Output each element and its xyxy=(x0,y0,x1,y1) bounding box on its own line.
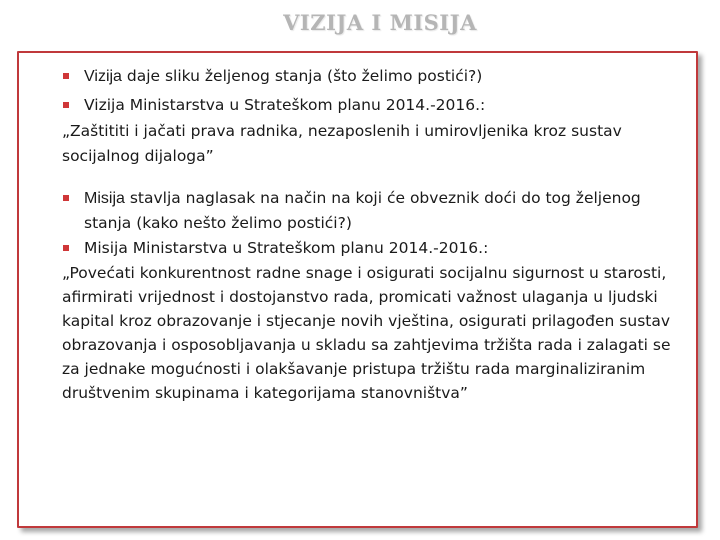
mission-quote-line: afirmirati vrijednost i dostojanstvo rada, promicati važnost ulaganja u ljudski xyxy=(62,288,658,306)
mission-quote-line: društvenim skupinama i kategorijama stanovništva” xyxy=(62,384,468,402)
slide-title: VIZIJA I MISIJA xyxy=(283,10,477,35)
mission-definition: stavlja naglasak na način na koji će obveznik doći do tog željenog xyxy=(124,189,641,207)
vision-definition: daje sliku željenog stanja (što želimo postići?) xyxy=(121,67,483,85)
mission-ministry-line: Misija Ministarstva u Strateškom planu 2014.-2016.: xyxy=(84,239,489,257)
mission-quote-line: „Povećati konkurentnost radne snage i osigurati socijalnu sigurnost u starosti, xyxy=(62,264,667,282)
mission-quote-line: obrazovanja i osposobljavanja u skladu sa zahtjevima tržišta rada i zalagati se xyxy=(62,336,671,354)
mission-definition-bullet xyxy=(62,186,702,211)
mission-ministry-bullet xyxy=(62,236,702,260)
square-bullet-icon xyxy=(63,102,69,108)
square-bullet-icon xyxy=(63,245,69,251)
vision-definition-bullet xyxy=(62,64,702,89)
vision-quote-line: „Zaštititi i jačati prava radnika, nezaposlenih i umirovljenika kroz sustav xyxy=(62,122,622,140)
square-bullet-icon xyxy=(63,73,69,79)
mission-term: Misija xyxy=(84,190,125,207)
square-bullet-icon xyxy=(63,195,69,201)
vision-quote-line: socijalnog dijaloga” xyxy=(62,147,214,165)
mission-section xyxy=(62,186,702,405)
mission-quote-line: za jednake mogućnosti i olakšavanje pristupa tržištu rada marginaliziranim xyxy=(62,360,646,378)
vision-term: Vizija xyxy=(84,68,122,85)
vision-section xyxy=(62,64,702,168)
vision-ministry-line: Vizija Ministarstva u Strateškom planu 2014.-2016.: xyxy=(84,96,486,114)
mission-definition-continuation: stanja (kako nešto želimo postići?) xyxy=(84,214,352,232)
mission-quote-line: kapital kroz obrazovanje i stjecanje novih vještina, osigurati prilagođen sustav xyxy=(62,312,671,330)
vision-ministry-bullet xyxy=(62,93,702,117)
